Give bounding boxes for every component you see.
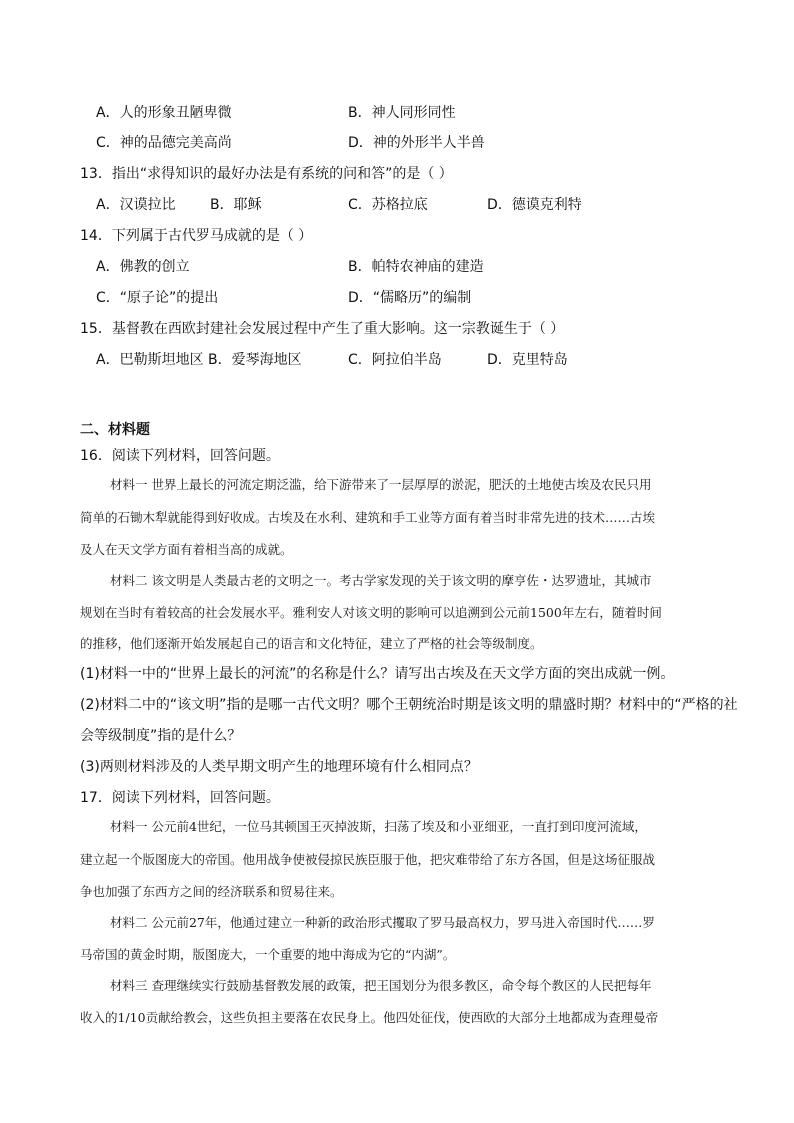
q17-material2-line: 马帝国的黄金时期，版图庞大，一个重要的地中海成为它的“内湖”。 — [80, 947, 456, 962]
q12-option-c: C．神的品德完美高尚 — [96, 135, 232, 151]
q13-stem: 13．指出“求得知识的最好办法是有系统的问和答”的是（ ） — [80, 166, 453, 182]
q14-option-c: C．“原子论”的提出 — [96, 290, 219, 306]
q16-material2-line: 的推移，他们逐渐开始发展起自己的语言和文化特征，建立了严格的社会等级制度。 — [80, 636, 543, 651]
section-title: 二、材料题 — [80, 422, 150, 438]
q15-option-d: D．克里特岛 — [487, 352, 568, 368]
q14-option-a: A．佛教的创立 — [96, 259, 190, 275]
q16-material2-line: 规划在当时有着较高的社会发展水平。雅利安人对该文明的影响可以追溯到公元前1500年左右，随着时间 — [80, 605, 662, 620]
q13-option-d: D．德谟克利特 — [487, 197, 582, 213]
q17-stem: 17．阅读下列材料，回答问题。 — [80, 790, 280, 806]
q14-stem: 14．下列属于古代罗马成就的是（ ） — [80, 228, 313, 244]
q12-option-b: B．神人同形同性 — [348, 105, 456, 121]
q16-subquestion-2: (2)材料二中的“该文明”指的是哪一古代文明？哪个王朝统治时期是该文明的鼎盛时期？材料中的“严格的社 — [80, 697, 738, 713]
q12-option-d: D．神的外形半人半兽 — [348, 135, 485, 151]
q17-material1-line: 建立起一个版图庞大的帝国。他用战争使被侵掠民族臣服于他，把灾难带给了东方各国，但是这场征服战 — [80, 852, 656, 867]
q13-option-a: A．汉谟拉比 — [96, 197, 176, 213]
q16-material1-line: 简单的石锄木犁就能得到好收成。古埃及在水利、建筑和手工业等方面有着当时非常先进的技术……古埃 — [80, 510, 656, 525]
q16-stem: 16．阅读下列材料，回答问题。 — [80, 448, 280, 464]
q16-subquestion-1: (1)材料一中的“世界上最长的河流”的名称是什么？请写出古埃及在天文学方面的突出成就一例。 — [80, 666, 675, 682]
q15-option-ab: A．巴勒斯坦地区 B．爱琴海地区 — [96, 352, 302, 368]
q15-option-c: C．阿拉伯半岛 — [348, 352, 442, 368]
q16-material1-line: 及人在天文学方面有着相当高的成就。 — [80, 542, 293, 557]
q13-option-c: C．苏格拉底 — [348, 197, 428, 213]
q13-option-b: B．耶稣 — [210, 197, 262, 213]
q14-option-b: B．帕特农神庙的建造 — [348, 259, 484, 275]
q12-option-a: A．人的形象丑陋卑微 — [96, 105, 232, 121]
q15-stem: 15．基督教在西欧封建社会发展过程中产生了重大影响。这一宗教诞生于（ ） — [80, 321, 565, 337]
q14-option-d: D．“儒略历”的编制 — [348, 290, 472, 306]
q16-subquestion-3: (3)两则材料涉及的人类早期文明产生的地理环境有什么相同点？ — [80, 759, 478, 775]
q16-material2-line: 材料二 该文明是人类最古老的文明之一。考古学家发现的关于该文明的摩亨佐・达罗遗址，其城市 — [110, 573, 652, 588]
q17-material2-line: 材料二 公元前27年，他通过建立一种新的政治形式攫取了罗马最高权力，罗马进入帝国时代……罗 — [110, 915, 655, 930]
q16-subquestion-2-cont: 会等级制度”指的是什么？ — [80, 728, 242, 744]
q16-material1-line: 材料一 世界上最长的河流定期泛滥，给下游带来了一层厚厚的淤泥，肥沃的土地使古埃及农民只用 — [110, 477, 652, 492]
q17-material1-line: 争也加强了东西方之间的经济联系和贸易往来。 — [80, 884, 343, 899]
q17-material1-line: 材料一 公元前4世纪，一位马其顿国王灭掉波斯，扫荡了埃及和小亚细亚，一直打到印度河流域， — [110, 819, 647, 834]
q17-material3-line: 收入的1/10贡献给教会，这些负担主要落在农民身上。他四处征伐，使西欧的大部分土地都成为查理曼帝 — [80, 1010, 659, 1025]
q17-material3-line: 材料三 查理继续实行鼓励基督教发展的政策，把王国划分为很多教区，命令每个教区的人民把每年 — [110, 978, 652, 993]
